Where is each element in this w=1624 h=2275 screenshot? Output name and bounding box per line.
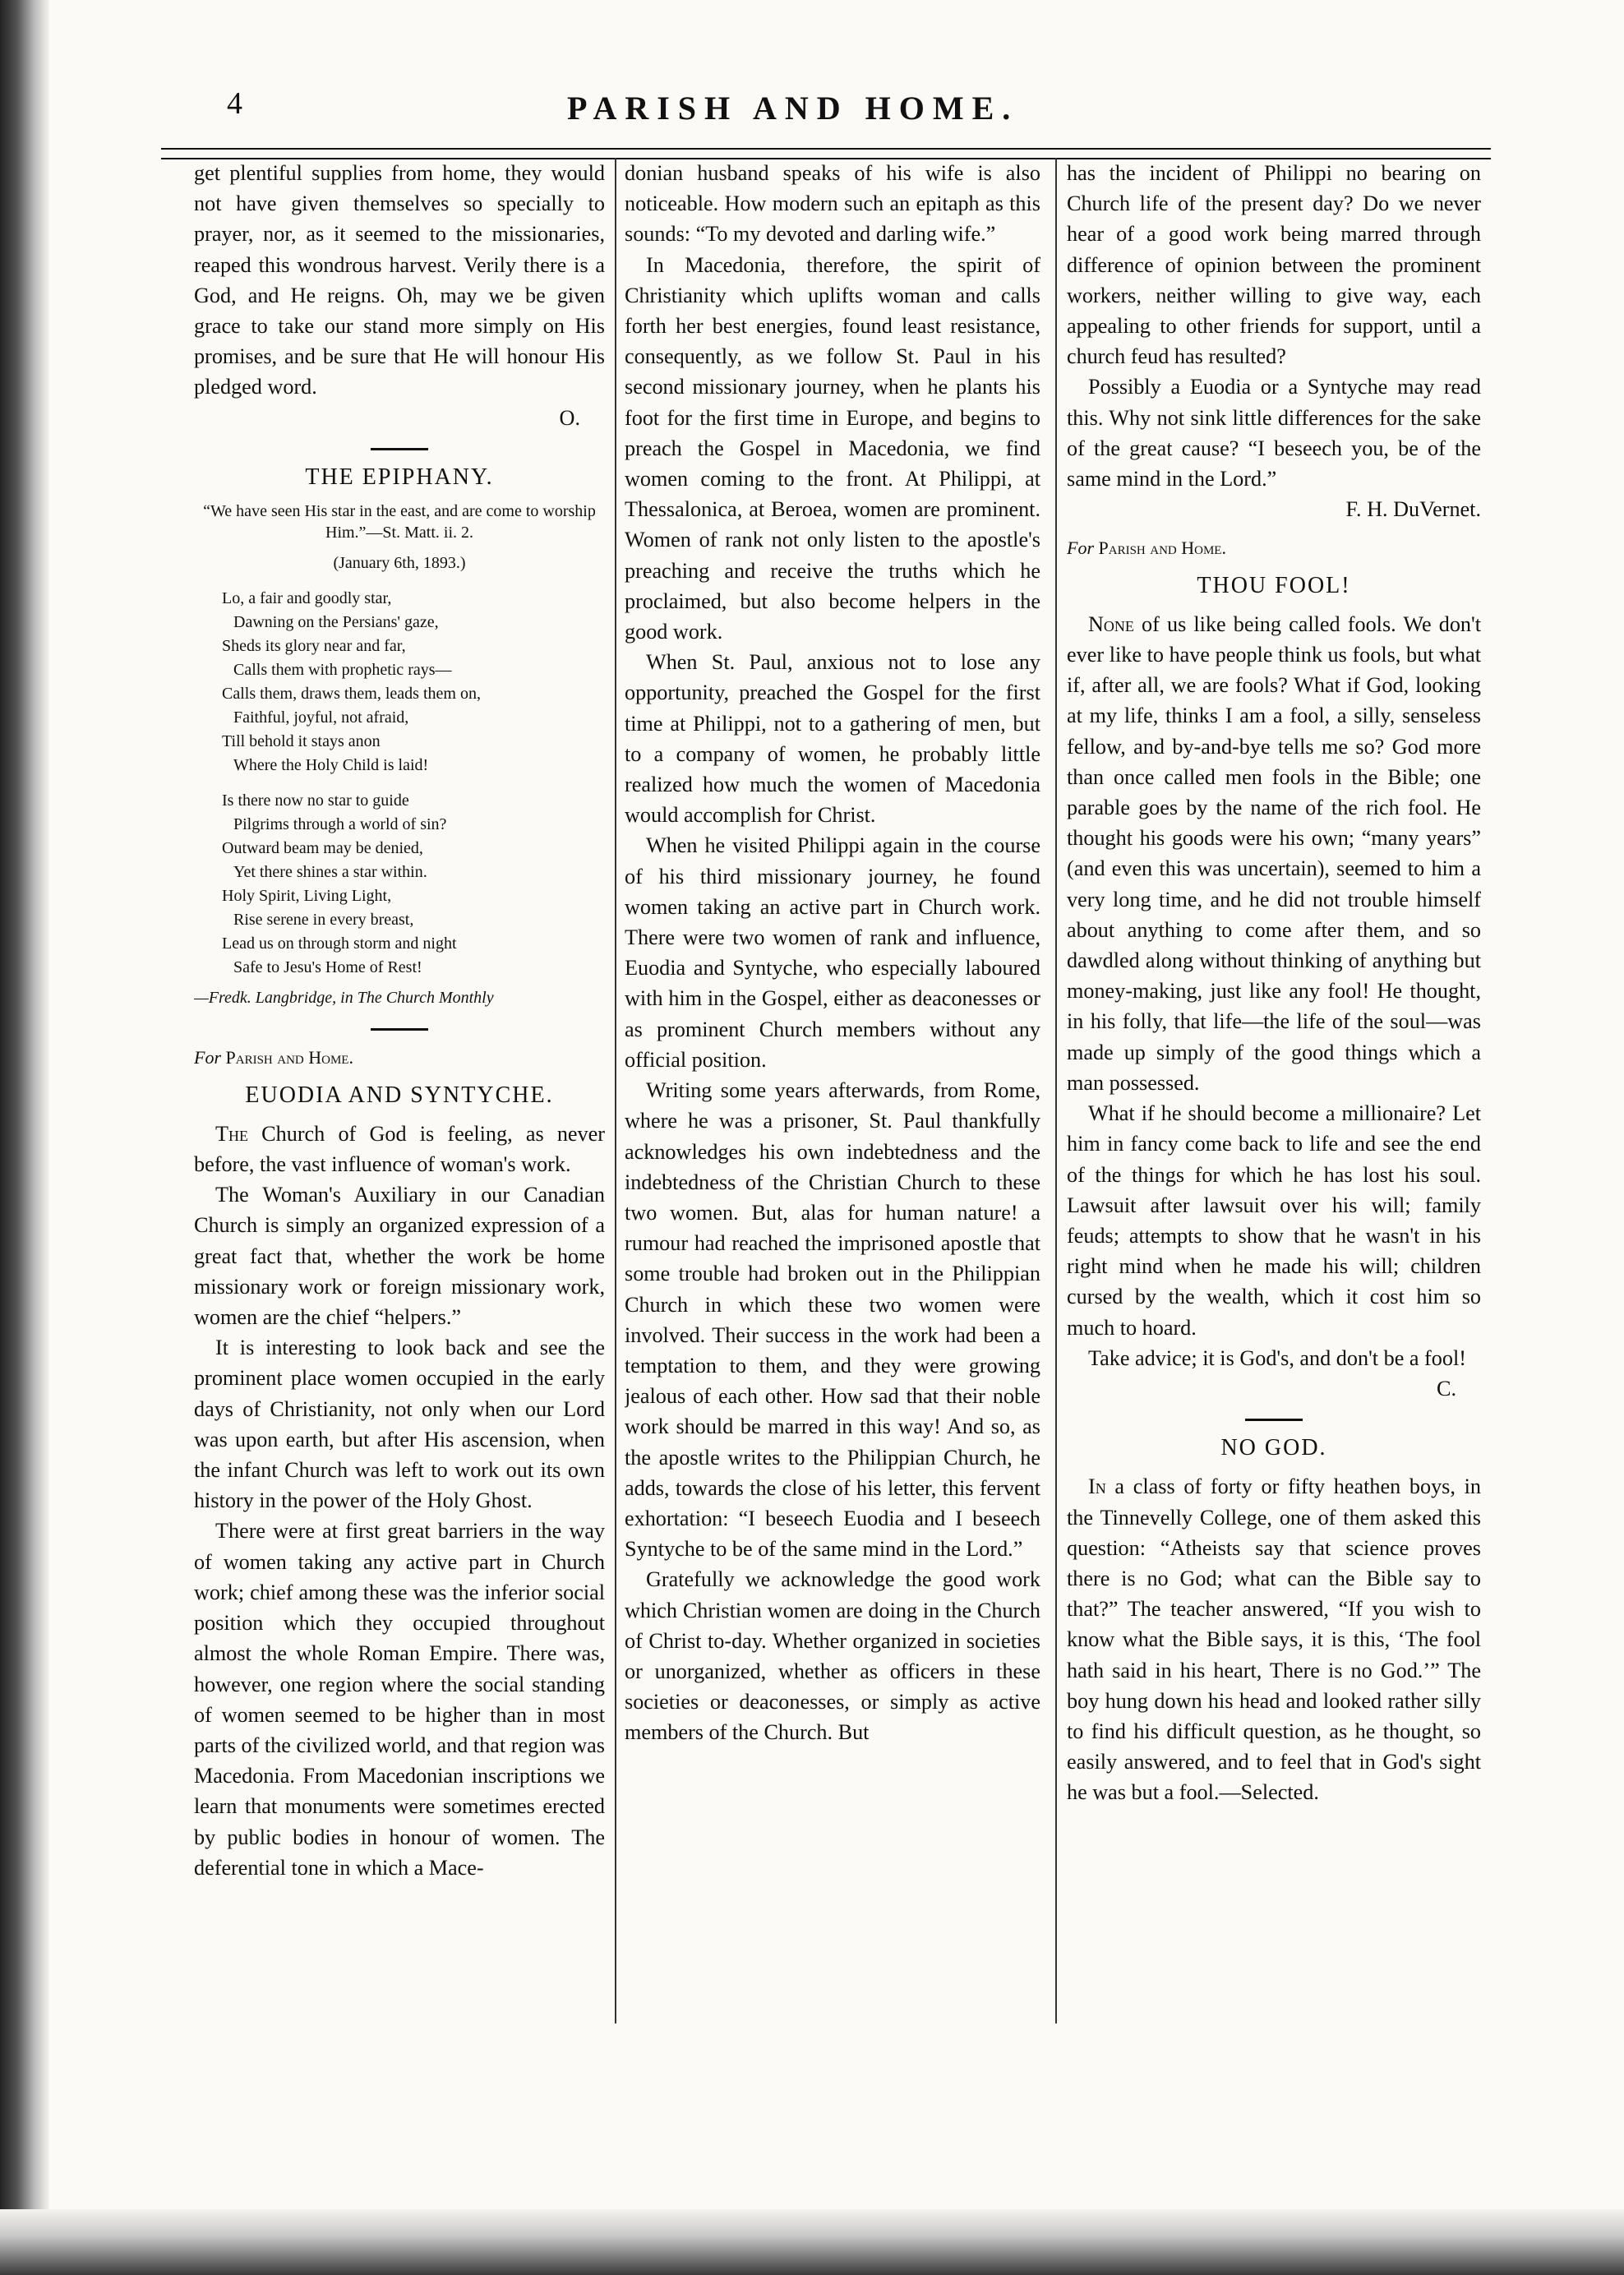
paragraph: donian husband speaks of his wife is also noticeable. How modern such an epitaph as this sounds: “To my devoted and darling wife.” [625,161,1040,247]
poem-credit: —Fredk. Langbridge, in The Church Monthly [194,989,494,1008]
scan-edge-left [0,0,49,2275]
poem-line: Dawning on the Persians' gaze, [233,613,439,632]
initial-word: None [1088,611,1134,636]
paragraph: When St. Paul, anxious not to lose any opportunity, preached the Gospel for the first time at Philippi, not to a gathering of men, but to a company of women, he probably little realized how much the women of Macedonia would accomplish for Christ. [625,650,1040,828]
paragraph: The Woman's Auxiliary in our Canadian Church is simply an organized expression of a great fact that, whether the work be home missionary work or foreign missionary work, women are the chief “helpers.” [194,1183,605,1330]
poem-line: Where the Holy Child is laid! [233,756,429,775]
section-rule [371,448,428,450]
initial-word: In [1088,1474,1106,1499]
author-signature: F. H. DuVernet. [1345,497,1481,522]
paragraph [194,1119,605,1179]
paragraph: Take advice; it is God's, and don't be a fool! [1088,1345,1466,1370]
poem-line: Sheds its glory near and far, [222,637,406,656]
column-divider-2 [1055,158,1057,2024]
paragraph: Writing some years afterwards, from Rome, where he was a prisoner, St. Paul thankfully acknowledges his own indebtedness and the indebtedness of the Christian Church to these two women. But, alas for human nature! a rumour had reached the imprisoned apostle that some trouble had broken out in the Philippian Church in which these two women were involved. Their success in the work had been a temptation to them, and they were growing jealous of each other. How sad that their noble work should be marred in this way! And so, as the apostle writes to the Philippian Church, he adds, towards the close of his letter, this fervent exhortation: “I beseech Euodia and I beseech Syntyche to be of the same mind in the Lord.” [625,1078,1040,1562]
article-title-thou-fool: THOU FOOL! [1197,572,1351,598]
poem-line: Pilgrims through a world of sin? [233,815,447,834]
article-title-euodia: EUODIA AND SYNTYCHE. [245,1082,554,1108]
article-title-epiphany: THE EPIPHANY. [305,464,494,490]
poem-line: Holy Spirit, Living Light, [222,887,392,906]
poem-line: Calls them, draws them, leads them on, [222,685,481,704]
paragraph: It is interesting to look back and see the prominent place women occupied in the early days of Christianity, not only when our Lord was upon earth, but after His ascension, when the infant Church was left to work out its own history in the power of the Holy Ghost. [194,1336,605,1513]
page-number: 4 [227,86,242,121]
paragraph: has the incident of Philippi no bearing on Church life of the present day? Do we never hear of a good work being marred through difference of opinion between the prominent workers, neither willing to give way, each appealing to other friends for support, until a church feud has resulted? [1067,161,1481,369]
source-line [1067,533,1481,563]
source-line [194,1042,605,1073]
source-for: For [194,1047,221,1068]
paragraph: There were at first great barriers in the way of women taking any active part in Church work; chief among these was the inferior social position which they occupied throughout almost the whole Roman Empire. There was, however, one region where the social standing of women seemed to be higher than in most parts of the civilized world, and that region was Macedonia. From Macedonian inscriptions we learn that monuments were sometimes erected by public bodies in honour of women. The deferential tone in which a Mace- [194,1519,605,1880]
poem-epigraph: “We have seen His star in the east, and are come to worship Him.”—St. Matt. ii. 2. [203,502,596,542]
source-name: Parish and Home. [225,1047,353,1068]
author-signature: O. [559,405,580,430]
section-rule [1245,1419,1303,1421]
paragraph-text: Church of God is feeling, as never before, the vast influence of woman's work. [194,1121,605,1177]
poem-line: Is there now no star to guide [222,791,409,810]
paragraph-text: of us like being called fools. We don't ever like to have people think us fools, but what if, after all, we are fools? What if God, looking at my life, thinks I am a fool, a silly, senseless fellow, and by-and-bye tells me so? God more than once called men fools in the Bible; one parable goes by the name of the rich fool. He thought his goods were his own; “many years” (and even this was uncertain), seemed to him a very long time, and he did not trouble himself about anything to come after them, and so dawdled along without thinking of anything but money-making, just like any fool! He thought, in his folly, that life—the life of the soul—was made up simply of the good things which a man possessed. [1067,611,1481,1095]
column-3 [1067,158,1481,2065]
author-signature: C. [1436,1376,1456,1401]
running-head: PARISH AND HOME. [567,90,1019,127]
scan-edge-bottom [0,2209,1624,2275]
poem-line: Outward beam may be denied, [222,839,423,858]
article-title-no-god: NO GOD. [1220,1435,1327,1461]
paragraph: In Macedonia, therefore, the spirit of Christianity which uplifts woman and calls forth her best energies, found least resistance, consequently, as we follow St. Paul in his second missionary journey, when he plants his foot for the first time in Europe, and begins to preach the Gospel in Macedonia, we find women coming to the front. At Philippi, at Thessalonica, at Beroea, women are prominent. Women of rank not only listen to the apostle's preaching and receive the truths which he proclaimed, but also become helpers in the good work. [625,252,1040,644]
poem-line: Rise serene in every breast, [233,911,414,930]
section-rule [371,1028,428,1031]
poem-date: (January 6th, 1893.) [333,554,466,573]
column-divider-1 [615,158,616,2024]
paragraph: When he visited Philippi again in the course of his third missionary journey, he found women taking an active part in Church work. There were two women of rank and influence, Euodia and Syntyche, who especially laboured with him in the Gospel, either as deaconesses or as prominent Church members without any official position. [625,833,1040,1072]
poem-line: Faithful, joyful, not afraid, [233,708,409,727]
paragraph: Possibly a Euodia or a Syntyche may read this. Why not sink little differences for the sake of the great cause? “I beseech you, be of the same mind in the Lord.” [1067,375,1481,491]
source-for: For [1067,538,1094,559]
poem-line: Till behold it stays anon [222,732,381,751]
paragraph: What if he should become a millionaire? Let him in fancy come back to life and see the end of the things for which he has lost his soul. Lawsuit after lawsuit over his will; family feuds; attempts to show that he wasn't in his right mind when he made his will; children cursed by the wealth, which it cost him so much to hoard. [1067,1101,1481,1340]
source-name: Parish and Home. [1098,538,1226,559]
paragraph [1067,609,1481,1098]
paragraph: Gratefully we acknowledge the good work which Christian women are doing in the Church of Christ to-day. Whether organized in societies or unorganized, whether as officers in these societies or deaconesses, or simply as active members of the Church. But [625,1567,1040,1745]
paragraph-text: a class of forty or fifty heathen boys, in the Tinnevelly College, one of them asked this question: “Atheists say that science proves there is no God; what can the Bible say to that?” The teacher answered, “If you wish to know what the Bible says, it is this, ‘The fool hath said in his heart, There is no God.’” The boy hung down his head and looked rather silly to find his difficult question, as he thought, so easily answered, and to feel that in God's sight he was but a fool.—Selected. [1067,1474,1481,1805]
poem-line: Safe to Jesu's Home of Rest! [233,958,422,977]
column-1 [194,158,605,2065]
stanza-gap [194,778,605,789]
poem-line: Yet there shines a star within. [233,863,427,882]
poem-line: Calls them with prophetic rays— [233,661,452,680]
paragraph [1067,1471,1481,1807]
poem-line: Lo, a fair and goodly star, [222,589,392,608]
paragraph: get plentiful supplies from home, they would not have given themselves so specially to prayer, nor, as it seemed to the missionaries, reaped this wondrous harvest. Verily there is a God, and He reigns. Oh, may we be given grace to take our stand more simply on His promises, and be sure that He will honour His pledged word. [194,161,605,399]
initial-word: The [215,1121,248,1146]
poem-line: Lead us on through storm and night [222,934,457,953]
column-2 [625,158,1040,2065]
